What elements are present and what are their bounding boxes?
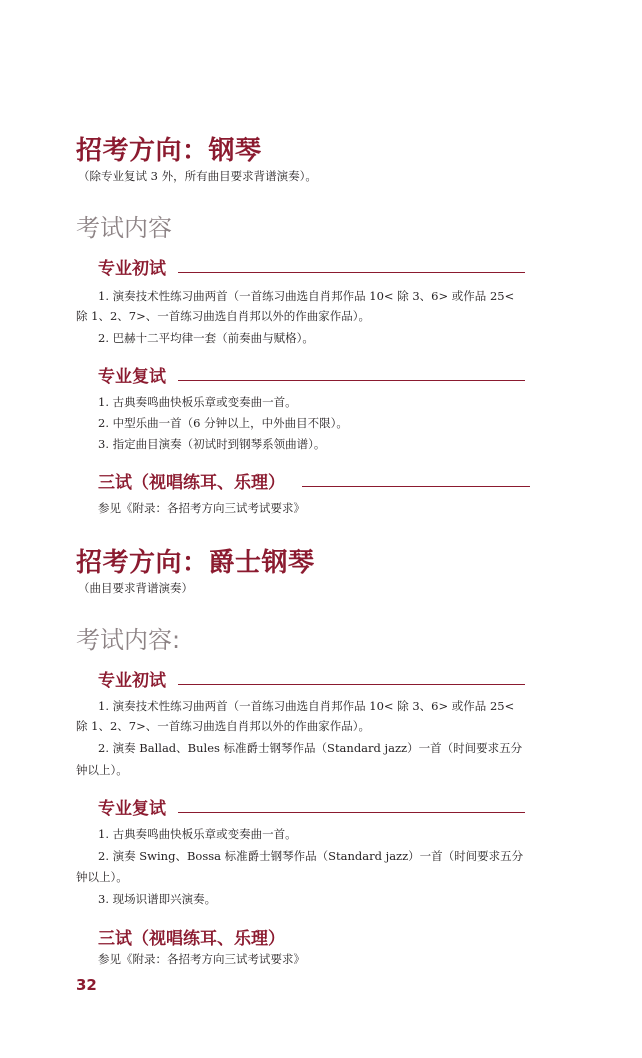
retest-heading-piano: 专业复试 [98,367,166,387]
retest-line-piano: 1. 古典奏鸣曲快板乐章或变奏曲一首。 [98,395,297,409]
prelim-heading-jazz: 专业初试 [98,671,166,691]
prelim-line-piano: 2. 巴赫十二平均律一套（前奏曲与赋格）。 [98,331,314,345]
prelim-line-jazz: 2. 演奏 Ballad、Bules 标准爵士钢琴作品（Standard jazz）一首（时间要求五分 [98,741,523,755]
direction-note-jazz: （曲目要求背谱演奏） [78,581,193,595]
prelim-rule-jazz [178,684,525,685]
third-heading-jazz: 三试（视唱练耳、乐理） [98,929,285,949]
exam-content-heading-jazz: 考试内容: [76,626,181,654]
retest-line-jazz: 2. 演奏 Swing、Bossa 标准爵士钢琴作品（Standard jazz）一首（时间要求五分 [98,849,524,863]
prelim-line-jazz: 除 1、2、7>、一首练习曲选自肖邦以外的作曲家作品）。 [76,719,370,733]
retest-line-piano: 3. 指定曲目演奏（初试时到钢琴系领曲谱）。 [98,437,326,451]
prelim-line-jazz: 钟以上）。 [76,763,128,777]
prelim-line-piano: 除 1、2、7>、一首练习曲选自肖邦以外的作曲家作品）。 [76,309,370,323]
third-line-jazz: 参见《附录：各招考方向三试考试要求》 [98,952,305,966]
retest-heading-jazz: 专业复试 [98,799,166,819]
prelim-heading-piano: 专业初试 [98,259,166,279]
direction-title-jazz: 招考方向：爵士钢琴 [76,548,315,578]
prelim-rule-piano [178,272,525,273]
third-line-piano: 参见《附录：各招考方向三试考试要求》 [98,501,305,515]
direction-note-piano: （除专业复试 3 外，所有曲目要求背谱演奏）。 [78,169,317,183]
direction-title-piano: 招考方向：钢琴 [76,136,262,166]
retest-rule-piano [178,380,525,381]
exam-content-heading-piano: 考试内容 [76,214,172,242]
retest-line-jazz: 3. 现场识谱即兴演奏。 [98,892,217,906]
prelim-line-jazz: 1. 演奏技术性练习曲两首（一首练习曲选自肖邦作品 10< 除 3、6> 或作品 25< [98,699,515,713]
retest-line-piano: 2. 中型乐曲一首（6 分钟以上，中外曲目不限）。 [98,416,348,430]
third-rule-piano [302,486,530,487]
retest-line-jazz: 钟以上）。 [76,870,128,884]
retest-line-jazz: 1. 古典奏鸣曲快板乐章或变奏曲一首。 [98,827,297,841]
prelim-line-piano: 1. 演奏技术性练习曲两首（一首练习曲选自肖邦作品 10< 除 3、6> 或作品 25< [98,289,515,303]
retest-rule-jazz [178,812,525,813]
third-heading-piano: 三试（视唱练耳、乐理） [98,473,285,493]
page-number: 32 [76,976,97,994]
